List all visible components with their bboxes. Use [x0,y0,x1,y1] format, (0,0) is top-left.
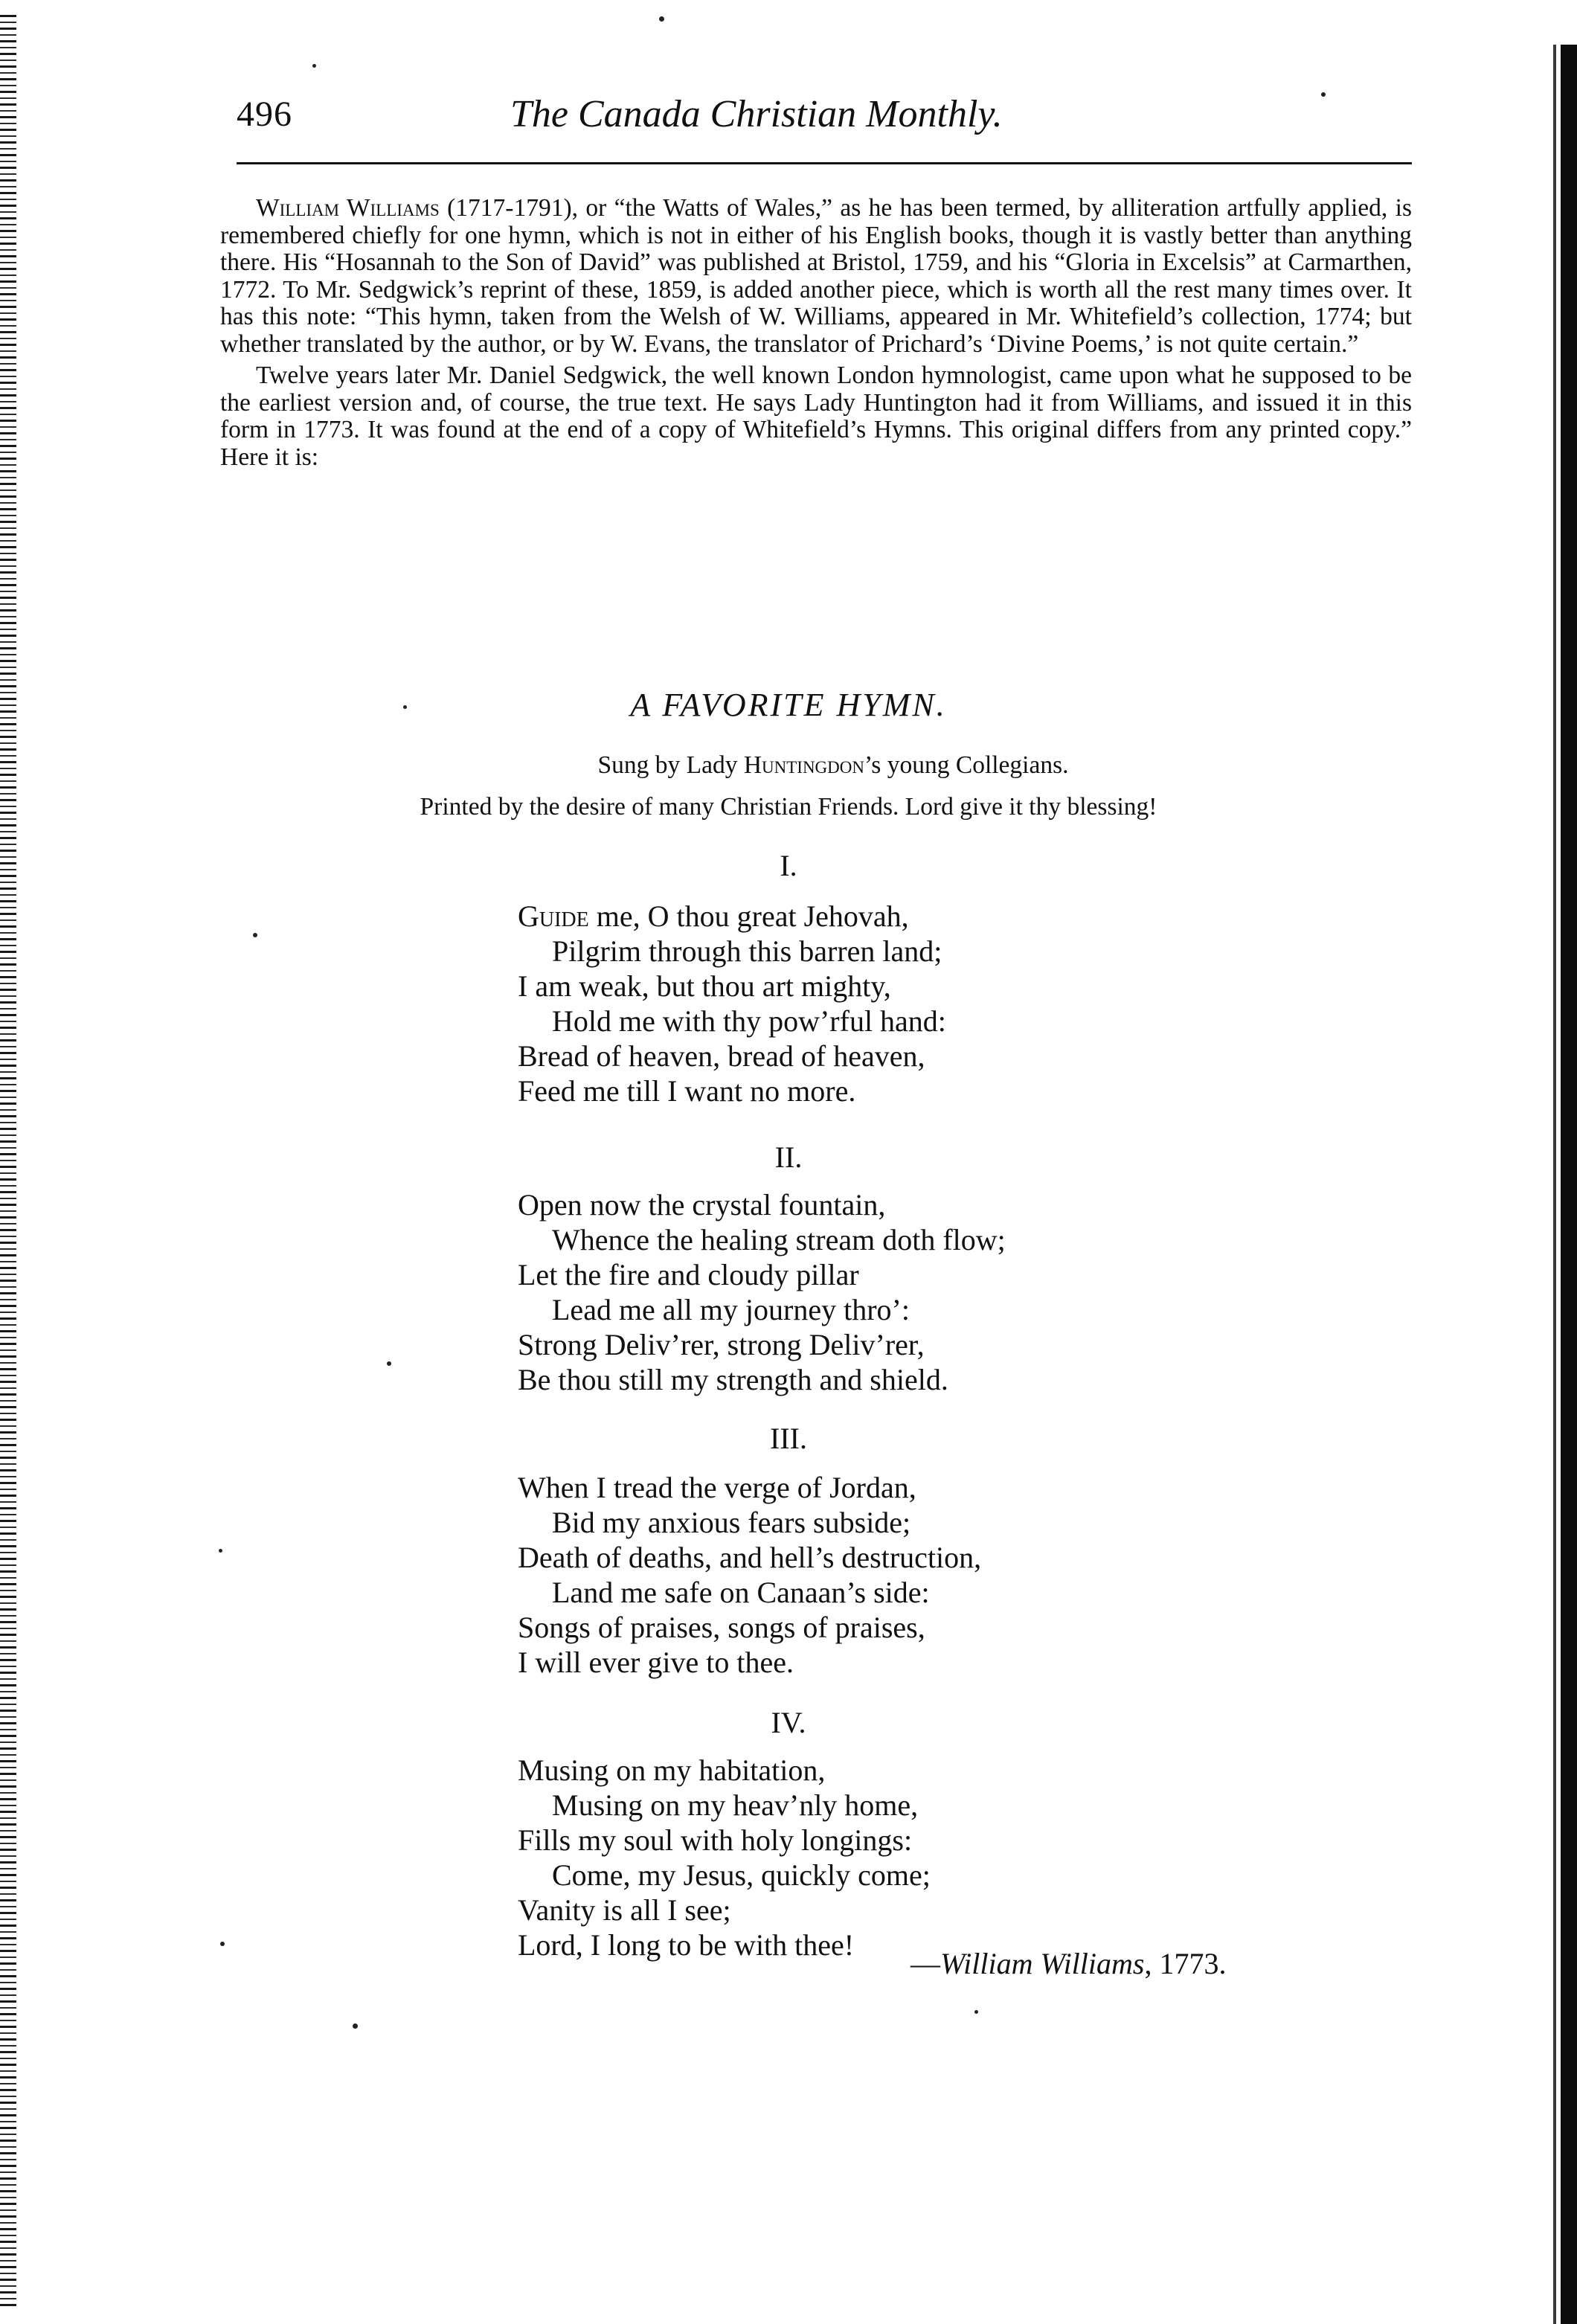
intro-paragraph-1 [220,195,1412,358]
scan-speck [659,16,664,22]
stanza-line: Fills my soul with holy longings: [518,1823,913,1857]
stanza-line: Songs of praises, songs of praises, [518,1611,925,1644]
stanza-first-word: Guide [518,899,589,933]
scan-speck [312,64,316,68]
stanza-line: When I tread the verge of Jordan, [518,1471,916,1504]
signature-year: , 1773. [1144,1947,1227,1980]
stanza-line: Death of deaths, and hell’s destruction, [518,1541,982,1574]
stanza-number: IV. [771,1706,806,1739]
hymn-signature [910,1946,1226,1981]
stanza-line: Come, my Jesus, quickly come; [552,1858,931,1892]
intro-paragraph-1-text: (1717-1791), or “the Watts of Wales,” as he has been termed, by alliteration artfully applied, is remembered chiefly for one hymn, which is not in either of his English books, though it is vastly better than anything there. His “Hosannah to the Son of David” was published at Bristol, 1759, and his “Gloria in Excelsis” at Carmarthen, 1772. To Mr. Sedgwick’s reprint of these, 1859, is added another piece, which is worth all the rest many times over. It has this note: “This hymn, taken from the Welsh of W. Williams, appeared in Mr. Whitefield’s collection, 1774; but whether translated by the author, or by W. Evans, the translator of Prichard’s ‘Divine Poems,’ is not quite certain.” [220,194,1413,358]
scan-speck [1321,92,1326,97]
stanza-2 [518,1187,1262,1397]
signature-name: William Williams [940,1947,1145,1980]
scan-speck [253,933,257,937]
scan-speck [387,1361,391,1366]
signature-dash: — [910,1947,940,1980]
hymn-subtitle-name: Huntingdon [743,751,864,779]
stanza-line-rest: me, O thou great Jehovah, [588,899,909,933]
hymn-subtitle-2: Printed by the desire of many Christian Friends. Lord give it thy blessing! [420,793,1157,821]
stanza-line: Musing on my habitation, [518,1753,826,1787]
stanza-line: Feed me till I want no more. [518,1074,856,1108]
scan-speck [353,2023,358,2029]
stanza-line: I will ever give to thee. [518,1646,794,1679]
stanza-3 [518,1470,1262,1680]
hymn-title: A FAVORITE HYMN. [630,687,947,723]
stanza-line: Musing on my heav’nly home, [552,1788,919,1822]
header-rule [237,162,1412,164]
stanza-number: III. [770,1422,807,1455]
stanza-1 [518,899,1262,1108]
stanza-line: Bid my anxious fears subside; [552,1506,911,1539]
stanza-number: I. [780,849,797,882]
hymn-subtitle-post: ’s young Collegians. [864,751,1069,779]
running-title: The Canada Christian Monthly. [510,93,1003,135]
binding-edge-right-line [1553,45,1556,2324]
stanza-line: Lord, I long to be with thee! [518,1928,855,1962]
stanza-line: Land me safe on Canaan’s side: [552,1576,930,1609]
stanza-line [518,899,1262,934]
stanza-line: I am weak, but thou art mighty, [518,969,891,1003]
binding-edge-right [1561,45,1577,2324]
stanza-line: Pilgrim through this barren land; [552,934,942,968]
intro-paragraph-2: Twelve years later Mr. Daniel Sedgwick, the well known London hymnologist, came upon what he supposed to be the earliest version and, of course, the true text. He says Lady Huntington had it from Williams, and issued it in this form in 1773. It was found at the end of a copy of Whitefield’s Hymns. This original differs from any printed copy.” Here it is: [220,362,1412,471]
scan-speck [220,1942,225,1946]
stanza-line: Vanity is all I see; [518,1893,731,1927]
stanza-line: Be thou still my strength and shield. [518,1363,948,1396]
stanza-4 [518,1753,1262,1962]
stanza-number: II. [774,1140,803,1174]
hymn-subtitle [45,751,1577,780]
hymn-subtitle-pre: Sung by Lady [597,751,738,779]
page-number: 496 [237,94,292,134]
stanza-line: Open now the crystal fountain, [518,1188,886,1222]
page-header [237,89,1412,141]
stanza-line: Strong Deliv’rer, strong Deliv’rer, [518,1328,925,1361]
stanza-line: Whence the healing stream doth flow; [552,1223,1006,1256]
stanza-line: Bread of heaven, bread of heaven, [518,1039,925,1073]
scan-speck [974,2010,978,2014]
stanza-line: Let the fire and cloudy pillar [518,1258,859,1291]
author-name: William Williams [256,194,440,222]
stanza-line: Hold me with thy pow’rful hand: [552,1004,946,1038]
stanza-line: Lead me all my journey thro’: [552,1293,910,1326]
scan-speck [403,705,407,709]
scan-speck [219,1549,222,1553]
intro-text [220,195,1412,471]
